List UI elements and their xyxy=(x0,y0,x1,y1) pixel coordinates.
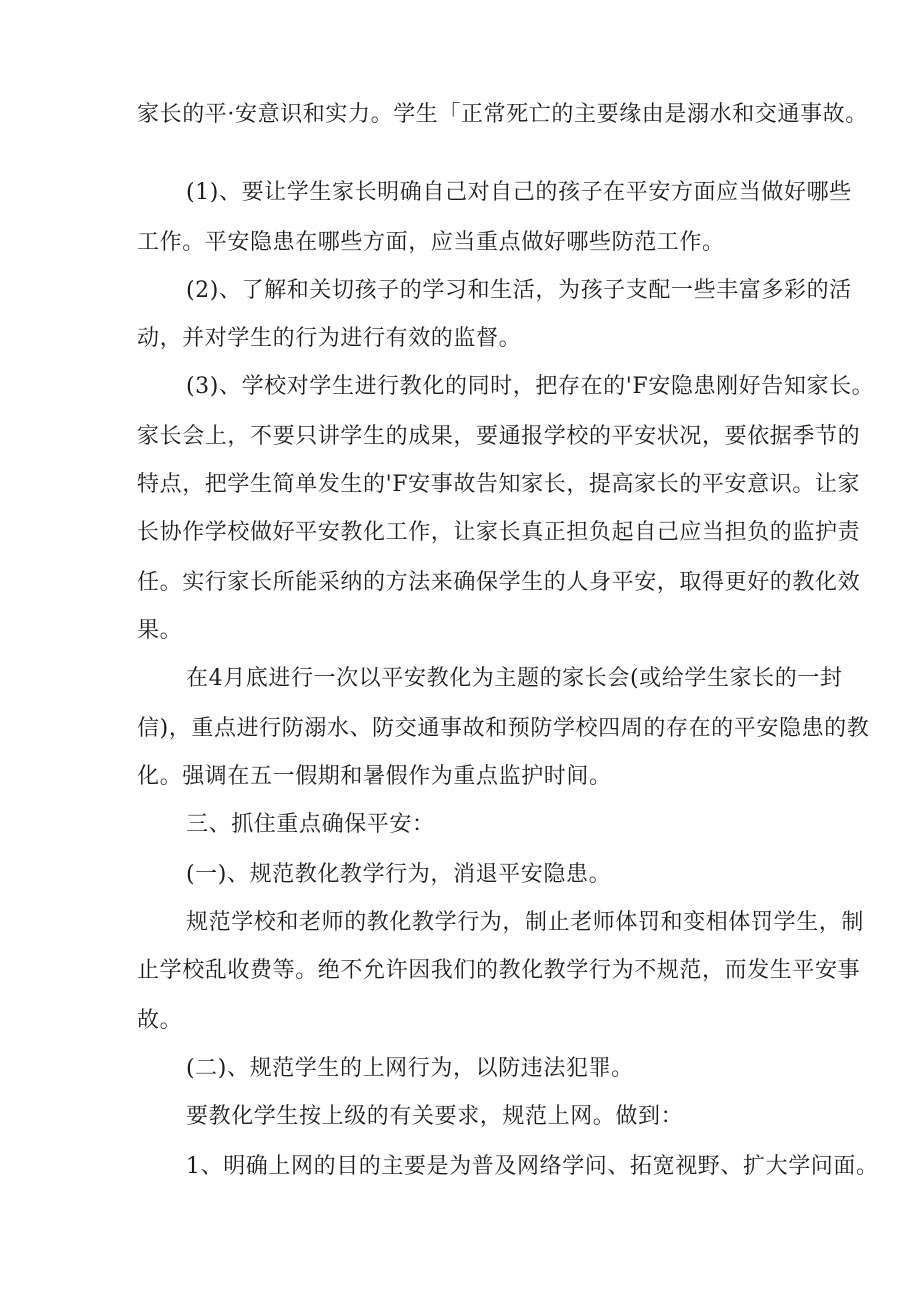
text-line: 在4月底进行一次以平安教化为主题的家长会(或给学生家长的一封 xyxy=(186,666,843,691)
list-item: 1、明确上网的目的主要是为普及网络学问、拓宽视野、扩大学问面。 xyxy=(186,1154,879,1179)
section-heading: 三、抓住重点确保平安： xyxy=(186,812,435,837)
text-line: 规范学校和老师的教化教学行为，制止老师体罚和变相体罚学生，制 xyxy=(186,910,865,935)
text-line: (1)、要让学生家长明确自己对自己的孩子在平安方面应当做好哪些 xyxy=(186,180,852,205)
subsection-heading: (一)、规范教化教学行为，消退平安隐患。 xyxy=(186,862,612,887)
text-line: 止学校乱收费等。绝不允许因我们的教化教学行为不规范，而发生平安事 xyxy=(137,958,861,983)
subsection-heading: (二)、规范学生的上网行为，以防违法犯罪。 xyxy=(186,1056,634,1081)
text-line: 要教化学生按上级的有关要求，规范上网。做到： xyxy=(186,1104,684,1129)
text-line: (2)、了解和关切孩子的学习和生活，为孩子支配一些丰富多彩的活 xyxy=(186,278,852,303)
text-line: 特点，把学生简单发生的'F安事故告知家长，提高家长的平安意识。让家 xyxy=(137,472,861,497)
text-line: (3)、学校对学生进行教化的同时，把存在的'F安隐患刚好告知家长。 xyxy=(186,374,875,399)
text-line: 果。 xyxy=(137,618,183,643)
text-line: 工作。平安隐患在哪些方面，应当重点做好哪些防范工作。 xyxy=(137,230,725,255)
text-line: 信)，重点进行防溺水、防交通事故和预防学校四周的存在的平安隐患的教 xyxy=(137,716,870,741)
text-line: 家长的平·安意识和实力。学生「正常死亡的主要缘由是溺水和交通事故。 xyxy=(137,102,868,127)
text-line: 任。实行家长所能采纳的方法来确保学生的人身平安，取得更好的教化效 xyxy=(137,570,861,595)
text-line: 故。 xyxy=(137,1008,183,1033)
text-line: 家长会上，不要只讲学生的成果，要通报学校的平安状况，要依据季节的 xyxy=(137,424,861,449)
text-line: 动，并对学生的行为进行有效的监督。 xyxy=(137,326,522,351)
text-line: 长协作学校做好平安教化工作，让家长真正担负起自己应当担负的监护责 xyxy=(137,520,861,545)
text-line: 化。强调在五一假期和暑假作为重点监护时间。 xyxy=(137,764,612,789)
